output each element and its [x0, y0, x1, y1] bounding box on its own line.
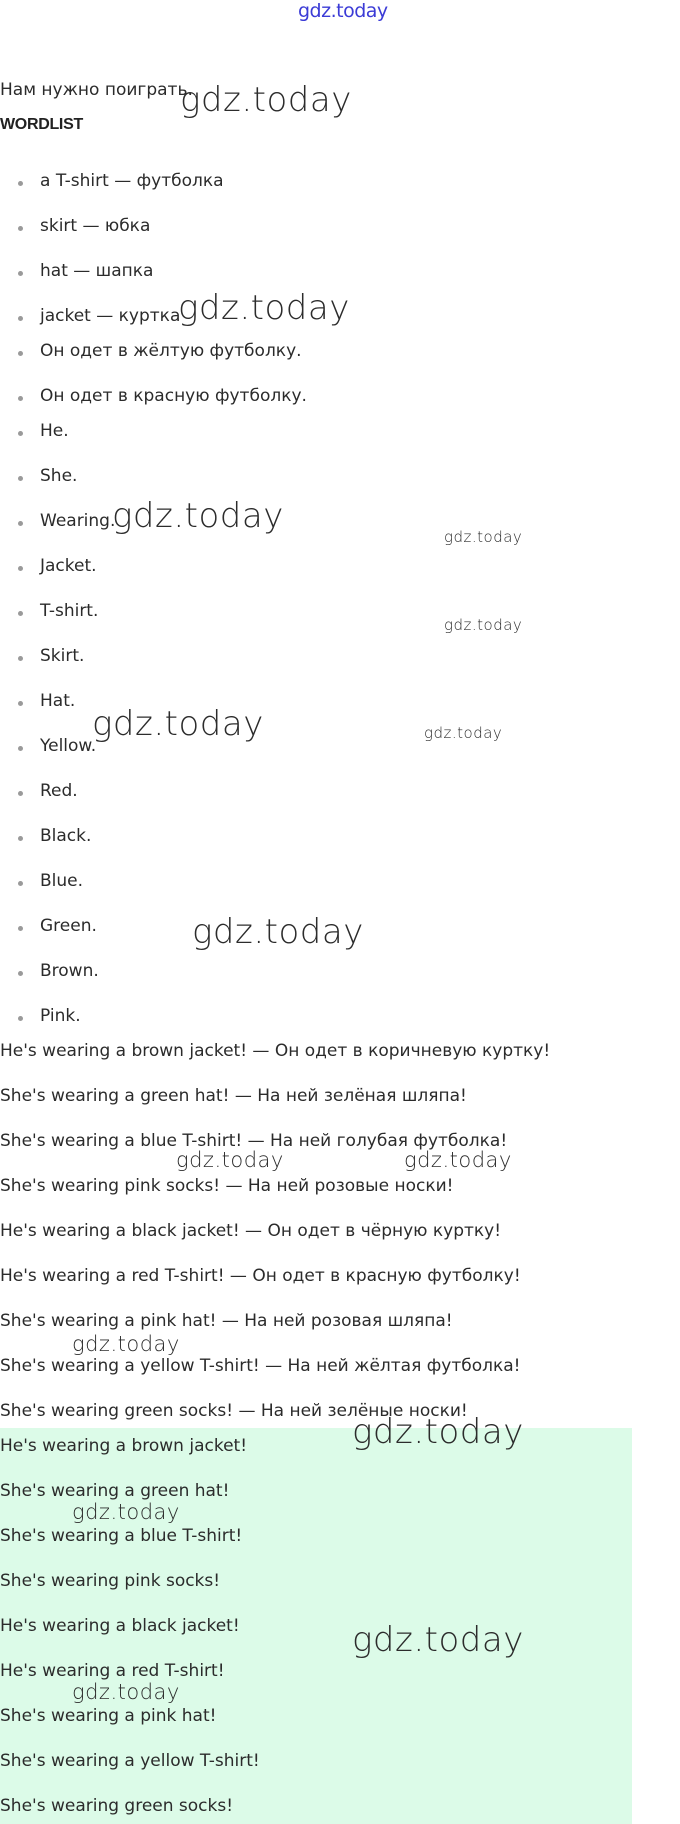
watermark: gdz.today — [352, 1620, 524, 1660]
site-link[interactable]: gdz.today — [298, 0, 388, 22]
list-item: Он одет в жёлтую футболку. — [40, 341, 302, 361]
watermark: gdz.today — [444, 616, 523, 634]
list-item: Wearing. — [40, 511, 116, 531]
wordlist-heading: WORDLIST — [0, 116, 83, 133]
watermark: gdz.today — [92, 704, 264, 744]
list-item: Skirt. — [40, 646, 85, 666]
list-item: jacket — куртка — [40, 306, 181, 326]
intro-text: Нам нужно поиграть. — [0, 80, 193, 100]
translation-line: She's wearing a blue T-shirt! — На ней голубая футболка! — [0, 1131, 508, 1151]
list-item: Black. — [40, 826, 92, 846]
answer-line: She's wearing green socks! — [0, 1796, 234, 1816]
list-item: Он одет в красную футболку. — [40, 386, 307, 406]
list-item: Brown. — [40, 961, 99, 981]
list-item: Hat. — [40, 691, 76, 711]
translation-line: She's wearing pink socks! — На ней розовые носки! — [0, 1176, 454, 1196]
answer-line: She's wearing a blue T-shirt! — [0, 1526, 243, 1546]
watermark: gdz.today — [72, 1680, 180, 1704]
watermark: gdz.today — [112, 496, 284, 536]
answer-line: He's wearing a red T-shirt! — [0, 1661, 225, 1681]
translation-line: She's wearing green socks! — На ней зелёные носки! — [0, 1401, 468, 1421]
translation-line: She's wearing a pink hat! — На ней розовая шляпа! — [0, 1311, 453, 1331]
watermark: gdz.today — [176, 1148, 284, 1172]
list-item: T-shirt. — [40, 601, 99, 621]
list-item: Yellow. — [40, 736, 97, 756]
list-item: Jacket. — [40, 556, 97, 576]
list-item: Blue. — [40, 871, 84, 891]
list-item: He. — [40, 421, 69, 441]
watermark: gdz.today — [352, 1412, 524, 1452]
watermark: gdz.today — [180, 80, 352, 120]
list-item: Pink. — [40, 1006, 81, 1026]
list-item: Red. — [40, 781, 78, 801]
translation-line: She's wearing a yellow T-shirt! — На ней жёлтая футболка! — [0, 1356, 521, 1376]
watermark: gdz.today — [424, 724, 503, 742]
watermark: gdz.today — [72, 1500, 180, 1524]
translation-line: He's wearing a red T-shirt! — Он одет в красную футболку! — [0, 1266, 521, 1286]
answer-line: He's wearing a black jacket! — [0, 1616, 240, 1636]
watermark: gdz.today — [192, 912, 364, 952]
answer-line: She's wearing a green hat! — [0, 1481, 230, 1501]
watermark: gdz.today — [72, 1332, 180, 1356]
answer-line: He's wearing a brown jacket! — [0, 1436, 248, 1456]
translation-line: He's wearing a brown jacket! — Он одет в коричневую куртку! — [0, 1041, 551, 1061]
answer-line: She's wearing pink socks! — [0, 1571, 221, 1591]
answer-line: She's wearing a yellow T-shirt! — [0, 1751, 260, 1771]
list-item: She. — [40, 466, 78, 486]
translation-line: She's wearing a green hat! — На ней зелёная шляпа! — [0, 1086, 467, 1106]
watermark: gdz.today — [444, 528, 523, 546]
translation-line: He's wearing a black jacket! — Он одет в чёрную куртку! — [0, 1221, 502, 1241]
watermark: gdz.today — [178, 288, 350, 328]
list-item: a T-shirt — футболка — [40, 171, 224, 191]
list-item: skirt — юбка — [40, 216, 151, 236]
answer-line: She's wearing a pink hat! — [0, 1706, 217, 1726]
list-item: hat — шапка — [40, 261, 154, 281]
list-item: Green. — [40, 916, 97, 936]
watermark: gdz.today — [404, 1148, 512, 1172]
